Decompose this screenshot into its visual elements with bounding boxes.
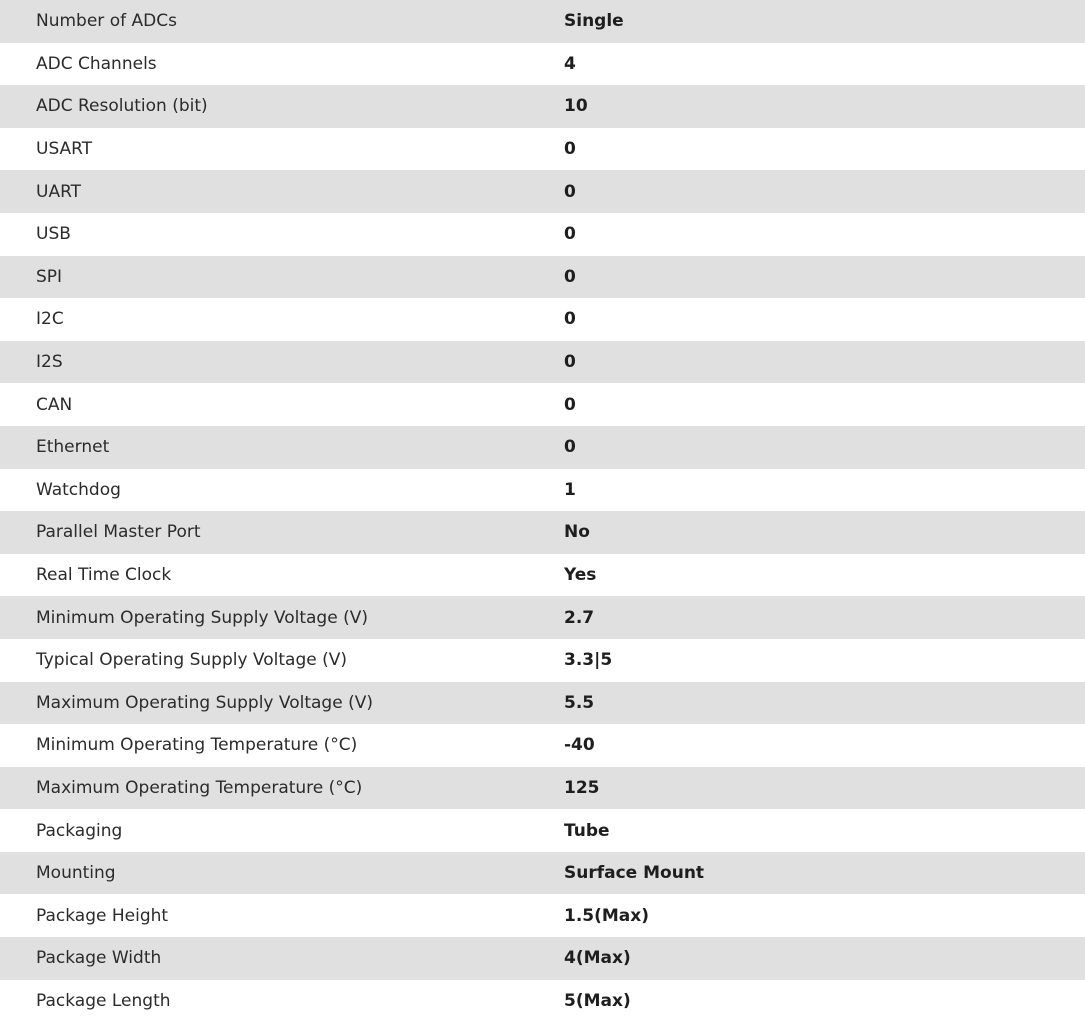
- spec-row: [0, 43, 1085, 86]
- spec-row: [0, 554, 1085, 597]
- spec-value: -40: [564, 724, 1085, 767]
- spec-label: Minimum Operating Temperature (°C): [0, 724, 564, 767]
- spec-value: 0: [564, 298, 1085, 341]
- spec-row: [0, 298, 1085, 341]
- spec-label: I2C: [0, 298, 564, 341]
- spec-row: [0, 852, 1085, 895]
- spec-label: UART: [0, 170, 564, 213]
- spec-label: Maximum Operating Temperature (°C): [0, 767, 564, 810]
- spec-row: [0, 511, 1085, 554]
- spec-label: CAN: [0, 383, 564, 426]
- spec-label: ADC Resolution (bit): [0, 85, 564, 128]
- spec-row: [0, 937, 1085, 980]
- spec-value: Yes: [564, 554, 1085, 597]
- spec-label: Package Length: [0, 980, 564, 1022]
- spec-value: 0: [564, 426, 1085, 469]
- spec-value: 2.7: [564, 596, 1085, 639]
- spec-value: 4: [564, 43, 1085, 86]
- spec-row: [0, 767, 1085, 810]
- spec-row: [0, 128, 1085, 171]
- spec-value: 0: [564, 170, 1085, 213]
- spec-value: 4(Max): [564, 937, 1085, 980]
- spec-label: USB: [0, 213, 564, 256]
- spec-row: [0, 596, 1085, 639]
- spec-label: I2S: [0, 341, 564, 384]
- spec-row: [0, 809, 1085, 852]
- spec-value: 0: [564, 128, 1085, 171]
- spec-label: Package Height: [0, 894, 564, 937]
- spec-label: Parallel Master Port: [0, 511, 564, 554]
- spec-label: SPI: [0, 256, 564, 299]
- spec-value: 0: [564, 256, 1085, 299]
- spec-value: 5(Max): [564, 980, 1085, 1022]
- spec-value: 0: [564, 341, 1085, 384]
- spec-value: Surface Mount: [564, 852, 1085, 895]
- spec-row: [0, 426, 1085, 469]
- spec-row: [0, 980, 1085, 1022]
- spec-value: No: [564, 511, 1085, 554]
- spec-label: USART: [0, 128, 564, 171]
- spec-label: Real Time Clock: [0, 554, 564, 597]
- spec-row: [0, 894, 1085, 937]
- spec-row: [0, 213, 1085, 256]
- spec-label: Package Width: [0, 937, 564, 980]
- spec-label: Watchdog: [0, 469, 564, 512]
- spec-row: [0, 383, 1085, 426]
- spec-label: Ethernet: [0, 426, 564, 469]
- spec-row: [0, 639, 1085, 682]
- spec-row: [0, 724, 1085, 767]
- spec-row: [0, 85, 1085, 128]
- spec-value: 1.5(Max): [564, 894, 1085, 937]
- spec-row: [0, 469, 1085, 512]
- spec-value: 5.5: [564, 682, 1085, 725]
- spec-value: 0: [564, 383, 1085, 426]
- spec-value: 3.3|5: [564, 639, 1085, 682]
- spec-label: Number of ADCs: [0, 0, 564, 43]
- spec-label: Minimum Operating Supply Voltage (V): [0, 596, 564, 639]
- spec-value: 0: [564, 213, 1085, 256]
- spec-row: [0, 170, 1085, 213]
- spec-value: Single: [564, 0, 1085, 43]
- spec-row: [0, 256, 1085, 299]
- spec-label: Typical Operating Supply Voltage (V): [0, 639, 564, 682]
- spec-label: Maximum Operating Supply Voltage (V): [0, 682, 564, 725]
- spec-label: ADC Channels: [0, 43, 564, 86]
- spec-row: [0, 341, 1085, 384]
- spec-value: 1: [564, 469, 1085, 512]
- spec-value: 10: [564, 85, 1085, 128]
- spec-row: [0, 682, 1085, 725]
- spec-value: 125: [564, 767, 1085, 810]
- spec-value: Tube: [564, 809, 1085, 852]
- spec-label: Mounting: [0, 852, 564, 895]
- spec-label: Packaging: [0, 809, 564, 852]
- spec-row: [0, 0, 1085, 43]
